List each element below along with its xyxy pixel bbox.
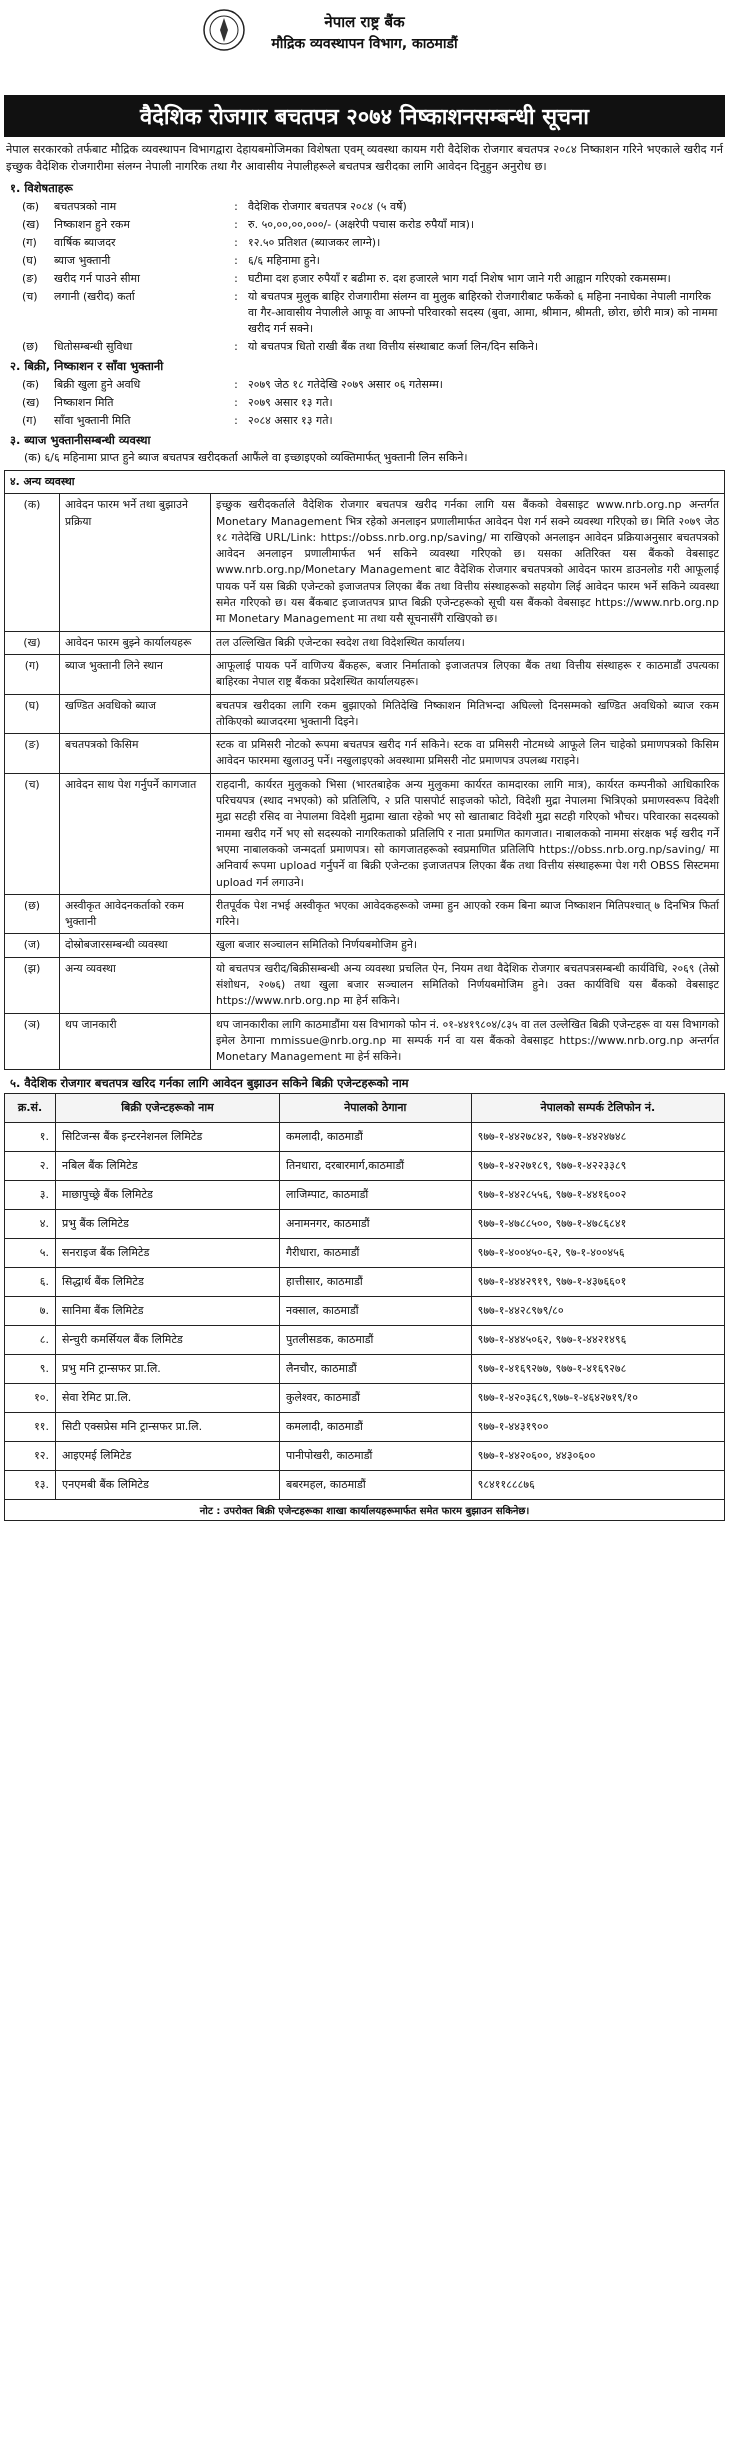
cell-v: २०७९ जेठ १८ गतेदेखि २०७९ असार ०६ गतेसम्म।: [248, 378, 443, 391]
colon: :: [234, 200, 238, 213]
agent-cell: सेवा रेमिट प्रा.लि.: [56, 1383, 280, 1412]
row-s1: [4, 270, 725, 288]
cell-l: आवेदन फारम भर्ने तथा बुझाउने प्रक्रिया: [60, 494, 211, 631]
agent-cell: ९७७-१-४७८८५००, ९७७-१-४७८६८४१: [471, 1209, 724, 1238]
agent-cell: लाजिम्पाट, काठमाडौं: [279, 1180, 471, 1209]
cell-l: खरीद गर्न पाउने सीमा: [54, 272, 140, 285]
cell-l: निष्काशन हुने रकम: [54, 218, 130, 231]
cell-v: तल उल्लिखित बिक्री एजेन्टका स्वदेश तथा विदेशस्थित कार्यालय।: [211, 631, 725, 654]
cell-k: (क): [5, 494, 60, 631]
cell-k: (घ): [22, 254, 38, 267]
section-2-title: २. बिक्री, निष्काशन र साँवा भुक्तानी: [10, 359, 164, 373]
colon: :: [234, 340, 238, 353]
agent-cell: ९७७-१-४४२८५५६, ९७७-१-४४१६००२: [471, 1180, 724, 1209]
cell-l: दोस्रोबजारसम्बन्धी व्यवस्था: [60, 934, 211, 957]
agent-cell: प्रभु बैंक लिमिटेड: [56, 1209, 280, 1238]
agent-row: [5, 1325, 725, 1354]
agent-row: [5, 1122, 725, 1151]
agent-cell: ७.: [5, 1296, 56, 1325]
agent-cell: १२.: [5, 1441, 56, 1470]
agent-row: [5, 1209, 725, 1238]
cell-v: घटीमा दश हजार रुपैयाँ र बढीमा रु. दश हजारले भाग गर्दा निशेष भाग जाने गरी आह्वान गरिएको रकमसम्म।: [248, 272, 671, 285]
row-s2: [4, 412, 725, 430]
agent-row: [5, 1151, 725, 1180]
agent-cell: सिटी एक्सप्रेस मनि ट्रान्सफर प्रा.लि.: [56, 1412, 280, 1441]
agent-cell: ११.: [5, 1412, 56, 1441]
agent-row: [5, 1354, 725, 1383]
agent-cell: ९७७-१-४४३१९००: [471, 1412, 724, 1441]
interest-payment-text: (क) ६/६ महिनामा प्राप्त हुने ब्याज बचतपत्र खरीदकर्ता आफैंले वा इच्छाइएको व्यक्तिमार्फत् भुक्तानी लिन सकिने।: [24, 451, 468, 464]
cell-k: (ख): [5, 631, 60, 654]
agent-cell: तिनधारा, दरबारमार्ग,काठमाडौं: [279, 1151, 471, 1180]
colon: :: [234, 396, 238, 409]
agent-cell: १.: [5, 1122, 56, 1151]
section-5-title: ५. वैदेशिक रोजगार बचतपत्र खरिद गर्नका लागि आवेदन बुझाउन सकिने बिक्री एजेन्टहरूको नाम: [10, 1075, 409, 1090]
agent-cell: ९.: [5, 1354, 56, 1383]
sale-table: [4, 376, 725, 430]
cell-v: यो बचतपत्र खरीद/बिक्रीसम्बन्धी अन्य व्यवस्था प्रचलित ऐन, नियम तथा वैदेशिक रोजगार बचतपत्रसम्बन्धी कार्यविधि, २०६९ (तेस्रो संशोधन, २०७६) तथा खुला बजार सञ्चालन समितिको निर्णयबमोजिम हुने। उक्त कार्यविधि यस बैंकको वेबसाइट https://www.nrb.org.np मा हेर्न सकिने।: [211, 957, 725, 1013]
cell-k: (क): [22, 378, 40, 391]
agent-cell: ३.: [5, 1180, 56, 1209]
agent-cell: सानिमा बैंक लिमिटेड: [56, 1296, 280, 1325]
agent-row: [5, 1441, 725, 1470]
agent-cell: गैरीधारा, काठमाडौं: [279, 1238, 471, 1267]
agent-cell: ८.: [5, 1325, 56, 1354]
cell-k: (ज): [5, 934, 60, 957]
other-provisions-table: [4, 470, 725, 1070]
agent-cell: सनराइज बैंक लिमिटेड: [56, 1238, 280, 1267]
section-4-title: ४. अन्य व्यवस्था: [5, 471, 725, 494]
agent-row: [5, 1470, 725, 1499]
agent-cell: ९७७-१-४२२७१८९, ९७७-१-४२२३३८९: [471, 1151, 724, 1180]
agent-cell: ६.: [5, 1267, 56, 1296]
agent-cell: अनामनगर, काठमाडौं: [279, 1209, 471, 1238]
cell-k: (क): [22, 200, 40, 213]
cell-l: अस्वीकृत आवेदनकर्ताको रकम भुक्तानी: [60, 894, 211, 934]
provision-row: [5, 1013, 725, 1069]
cell-v: राहदानी, कार्यरत मुलुकको भिसा (भारतबाहेक अन्य मुलुकमा कार्यरत कामदारका लागि मात्र), कार्यरत कम्पनीको आधिकारिक परिचयपत्र (स्थाद नभएको) को प्रतिलिपि, २ प्रति पासपोर्ट साइजको फोटो, विदेशी मुद्रा नेपालमा भित्रिएको प्रमाणस्वरूप विदेशी मुद्रा सटही रसिद वा नेपालमा विदेशी मुद्रामा खाता रहेको भए सो खाताबाट विदेशी मुद्रा सटही गरिएको भौचर। परिवारका सदस्यको नाममा खरीद गर्ने भए सो सदस्यको नागरिकताको प्रतिलिपि र नाता प्रमाणित कागजात। नाबालकको नाममा संरक्षक भई खरीद गर्ने भएमा नाबालकको जन्मदर्ता प्रमाणपत्र। सो कागजातहरूको स्वप्रमाणित प्रतिलिपि https://obss.nrb.org.np/saving/ मा अनिवार्य रूपमा upload गर्नुपर्ने वा बिक्री एजेन्टका इजाजतपत्र लिएका बैंक तथा वित्तीय संस्थाहरूमा पेश गरी OBSS सिस्टममा upload गर्न लगाउने।: [211, 773, 725, 894]
cell-l: ब्याज भुक्तानी लिने स्थान: [60, 654, 211, 694]
agents-header: नेपालको ठेगाना: [279, 1093, 471, 1122]
agent-cell: कमलादी, काठमाडौं: [279, 1412, 471, 1441]
row-s1: [4, 216, 725, 234]
bank-name: नेपाल राष्ट्र बैंक: [324, 13, 405, 31]
provision-row: [5, 934, 725, 957]
agent-cell: आइएमई लिमिटेड: [56, 1441, 280, 1470]
row-s2: [4, 376, 725, 394]
cell-v: २०७९ असार १३ गते।: [248, 396, 333, 409]
agent-cell: सिटिजन्स बैंक इन्टरनेशनल लिमिटेड: [56, 1122, 280, 1151]
cell-v: ६/६ महिनामा हुने।: [248, 254, 320, 267]
agent-cell: १०.: [5, 1383, 56, 1412]
cell-v: खुला बजार सञ्चालन समितिको निर्णयबमोजिम हुने।: [211, 934, 725, 957]
agent-cell: माछापुच्छ्रे बैंक लिमिटेड: [56, 1180, 280, 1209]
cell-l: बचतपत्रको नाम: [54, 200, 117, 213]
colon: :: [234, 272, 238, 285]
agents-table: [4, 1093, 725, 1500]
cell-v: १२.५० प्रतिशत (ब्याजकर लाग्ने)।: [248, 236, 381, 249]
cell-k: (ख): [22, 218, 40, 231]
agent-cell: ९७७-१-४४२०६००, ४४३०६००: [471, 1441, 724, 1470]
cell-l: आवेदन फारम बुझ्ने कार्यालयहरू: [60, 631, 211, 654]
cell-l: आवेदन साथ पेश गर्नुपर्ने कागजात: [60, 773, 211, 894]
cell-k: (च): [5, 773, 60, 894]
cell-l: ब्याज भुक्तानी: [54, 254, 111, 267]
colon: :: [234, 254, 238, 267]
agent-cell: पानीपोखरी, काठमाडौं: [279, 1441, 471, 1470]
provision-row: [5, 957, 725, 1013]
cell-v: आफूलाई पायक पर्ने वाणिज्य बैंकहरू, बजार निर्माताको इजाजतपत्र लिएका बैंक तथा वित्तीय संस्थाहरू र काठमाडौं उपत्यका बाहिरका नेपाल राष्ट्र बैंकका प्रदेशस्थित कार्यालयहरू।: [211, 654, 725, 694]
cell-k: (झ): [5, 957, 60, 1013]
cell-l: थप जानकारी: [60, 1013, 211, 1069]
cell-k: (च): [22, 290, 38, 303]
header: [4, 0, 725, 95]
agents-header: क्र.सं.: [5, 1093, 56, 1122]
agent-cell: ५.: [5, 1238, 56, 1267]
provision-row: [5, 694, 725, 734]
cell-v: स्टक वा प्रमिसरी नोटको रूपमा बचतपत्र खरीद गर्न सकिने। स्टक वा प्रमिसरी नोटमध्ये आफूले लिन चाहेको प्रमाणपत्रको किसिम आवेदन फारममा खुलाउनु पर्ने। नखुलाइएको अवस्थामा प्रमिसरी नोट प्रमाणपत्र उपलब्ध गराइने।: [211, 734, 725, 774]
agent-cell: एनएमबी बैंक लिमिटेड: [56, 1470, 280, 1499]
provision-row: [5, 494, 725, 631]
row-s2: [4, 394, 725, 412]
row-s1: [4, 338, 725, 356]
cell-l: अन्य व्यवस्था: [60, 957, 211, 1013]
footer-note: नोट : उपरोक्त बिक्री एजेन्टहरूका शाखा कार्यालयहरूमार्फत समेत फारम बुझाउन सकिनेछ।: [4, 1500, 725, 1521]
agent-row: [5, 1412, 725, 1441]
agent-cell: नबिल बैंक लिमिटेड: [56, 1151, 280, 1180]
cell-l: लगानी (खरीद) कर्ता: [54, 290, 135, 303]
agent-row: [5, 1383, 725, 1412]
section-1-title: १. विशेषताहरू: [10, 181, 73, 195]
cell-k: (छ): [22, 340, 39, 353]
cell-v: थप जानकारीका लागि काठमाडौंमा यस विभागको फोन नं. ०१-४४१९८०४/८३५ वा तल उल्लेखित बिक्री एजेन्टहरू वा यस विभागको इमेल ठेगाना mmissue@nrb.org.np मा सम्पर्क गर्न वा यस बैंकको वेबसाइट https://www.nrb.org.np अन्तर्गत Monetary Management मा हेर्न सकिने।: [211, 1013, 725, 1069]
agent-cell: सेन्चुरी कमर्सियल बैंक लिमिटेड: [56, 1325, 280, 1354]
cell-v: रीतपूर्वक पेश नभई अस्वीकृत भएका आवेदकहरूको जम्मा हुन आएको रकम बिना ब्याज निष्काशन मितिपश्चात् ७ दिनभित्र फिर्ता गरिने।: [211, 894, 725, 934]
row-s1: [4, 198, 725, 216]
cell-k: (ख): [22, 396, 40, 409]
row-s1: [4, 252, 725, 270]
agent-cell: ९७७-१-४१६९२७७, ९७७-१-४१६९२७८: [471, 1354, 724, 1383]
provision-row: [5, 654, 725, 694]
cell-k: (ञ): [5, 1013, 60, 1069]
colon: :: [234, 236, 238, 249]
cell-l: बचतपत्रको किसिम: [60, 734, 211, 774]
provision-row: [5, 631, 725, 654]
agents-header: बिक्री एजेन्टहरूको नाम: [56, 1093, 280, 1122]
agent-cell: बबरमहल, काठमाडौं: [279, 1470, 471, 1499]
cell-l: खण्डित अवधिको ब्याज: [60, 694, 211, 734]
cell-k: (ग): [5, 654, 60, 694]
section-3-title: ३. ब्याज भुक्तानीसम्बन्धी व्यवस्था: [10, 433, 151, 447]
cell-k: (छ): [5, 894, 60, 934]
cell-k: (ङ): [5, 734, 60, 774]
agent-cell: प्रभु मनि ट्रान्सफर प्रा.लि.: [56, 1354, 280, 1383]
agent-cell: ४.: [5, 1209, 56, 1238]
provision-row: [5, 894, 725, 934]
agent-cell: ९७७-१-४४४२९१९, ९७७-१-४३७६६०१: [471, 1267, 724, 1296]
intro-paragraph: नेपाल सरकारको तर्फबाट मौद्रिक व्यवस्थापन विभागद्वारा देहायबमोजिमका विशेषता एवम् व्यवस्था कायम गरी वैदेशिक रोजगार बचतपत्र २०८४ निष्काशन गरिने भएकाले खरीद गर्न इच्छुक वैदेशिक रोजगारीमा संलग्न नेपाली नागरिक तथा गैर आवासीय नेपालीहरूले बचतपत्र खरीदका लागि आवेदन दिनुहुन अनुरोध छ।: [6, 143, 723, 173]
agent-cell: ९७७-१-४४२७८४२, ९७७-१-४४२४७४८: [471, 1122, 724, 1151]
cell-v: यो बचतपत्र धितो राखी बैंक तथा वित्तीय संस्थाबाट कर्जा लिन/दिन सकिने।: [248, 340, 539, 353]
cell-k: (ग): [22, 236, 37, 249]
row-s1: [4, 288, 725, 338]
agent-row: [5, 1180, 725, 1209]
agent-cell: पुतलीसडक, काठमाडौं: [279, 1325, 471, 1354]
cell-l: बिक्री खुला हुने अवधि: [54, 378, 141, 391]
cell-v: यो बचतपत्र मुलुक बाहिर रोजगारीमा संलग्न वा मुलुक बाहिरको रोजगारीबाट फर्केको ६ महिना ननाघेका नेपाली नागरिक वा गैर-आवासीय नेपालीले आफू वा आफ्नो परिवारको सदस्य (बुवा, आमा, श्रीमान, श्रीमती, छोरा, छोरी मात्र) को नाममा खरीद गर्न सक्ने।: [248, 290, 718, 335]
cell-l: निष्काशन मिति: [54, 396, 114, 409]
colon: :: [234, 378, 238, 391]
agent-cell: ९७७-१-४४२८९७९/८०: [471, 1296, 724, 1325]
department-name: मौद्रिक व्यवस्थापन विभाग, काठमाडौं: [271, 36, 458, 52]
colon: :: [234, 218, 238, 231]
agents-header: नेपालको सम्पर्क टेलिफोन नं.: [471, 1093, 724, 1122]
agent-cell: लैनचौर, काठमाडौं: [279, 1354, 471, 1383]
notice-title: वैदेशिक रोजगार बचतपत्र २०७४ निष्काशनसम्बन्धी सूचना: [4, 95, 725, 137]
row-s1: [4, 234, 725, 252]
agent-cell: कमलादी, काठमाडौं: [279, 1122, 471, 1151]
agent-cell: ९७७-१-४२०३६८९,९७७-१-४६४२७१९/१०: [471, 1383, 724, 1412]
agent-cell: हात्तीसार, काठमाडौं: [279, 1267, 471, 1296]
cell-l: वार्षिक ब्याजदर: [54, 236, 116, 249]
agent-cell: कुलेश्वर, काठमाडौं: [279, 1383, 471, 1412]
cell-l: धितोसम्बन्धी सुविधा: [54, 340, 133, 353]
cell-k: (ग): [22, 414, 37, 427]
agent-row: [5, 1238, 725, 1267]
colon: :: [234, 414, 238, 427]
cell-v: बचतपत्र खरीदका लागि रकम बुझाएको मितिदेखि निष्काशन मितिभन्दा अघिल्लो दिनसम्मको खण्डित अवधिको ब्याज रकम तोकिएको ब्याजदरमा भुक्तानी दिइने।: [211, 694, 725, 734]
cell-k: (घ): [5, 694, 60, 734]
agent-row: [5, 1267, 725, 1296]
provision-row: [5, 773, 725, 894]
agent-cell: ९७७-१-४००४५०-६२, ९७-१-४००४५६: [471, 1238, 724, 1267]
cell-v: इच्छुक खरीदकर्ताले वैदेशिक रोजगार बचतपत्र खरीद गर्नका लागि यस बैंकको वेबसाइट www.nrb.org.np अन्तर्गत Monetary Management भित्र रहेको अनलाइन प्रणालीमार्फत आवेदन पेश गर्न सक्ने व्यवस्था गरिएको छ। मिति २०७९ जेठ १८ गतेदेखि URL/Link: https://obss.nrb.org.np/saving/ मा राखिएको अनलाइन आवेदन प्रक्रियाअनुसार बचतपत्रको आवेदन अनलाइन प्रणालीमार्फत भर्न सकिने व्यवस्था गरिएको छ। यसका अतिरिक्त यस बैंकको वेबसाइट www.nrb.org.np/Monetary Management बाट वैदेशिक रोजगार बचतपत्रको आवेदन फारम डाउनलोड गरी आफूलाई पायक पर्ने यस बिक्री एजेन्टको इजाजतपत्र लिएका बैंक तथा वित्तीय संस्थाहरूको सहयोग लिई आवेदन फारम भर्ने सकिने व्यवस्था समेत गरिएको छ। यस बैंकबाट इजाजतपत्र प्राप्त बिक्री एजेन्टहरूको सूची यस बैंकको वेबसाइट https://www.nrb.org.np मा Monetary Management मा तथा यसै सूचनासँगै राखिएको छ।: [211, 494, 725, 631]
nrb-logo-icon: [202, 8, 246, 52]
cell-v: २०८४ असार १३ गते।: [248, 414, 333, 427]
cell-v: रु. ५०,००,००,०००/- (अक्षरेपी पचास करोड रुपैयाँ मात्र)।: [248, 218, 475, 231]
agent-cell: सिद्धार्थ बैंक लिमिटेड: [56, 1267, 280, 1296]
agent-cell: १३.: [5, 1470, 56, 1499]
cell-v: वैदेशिक रोजगार बचतपत्र २०८४ (५ वर्षे): [248, 200, 407, 213]
features-table: [4, 198, 725, 356]
agent-row: [5, 1296, 725, 1325]
agent-cell: २.: [5, 1151, 56, 1180]
cell-k: (ङ): [22, 272, 38, 285]
agent-cell: ९८४११८८८७६: [471, 1470, 724, 1499]
agent-cell: ९७७-१-४४४५०६२, ९७७-१-४४२१४९६: [471, 1325, 724, 1354]
colon: :: [234, 290, 238, 303]
agent-cell: नक्साल, काठमाडौं: [279, 1296, 471, 1325]
cell-l: साँवा भुक्तानी मिति: [54, 414, 131, 427]
provision-row: [5, 734, 725, 774]
